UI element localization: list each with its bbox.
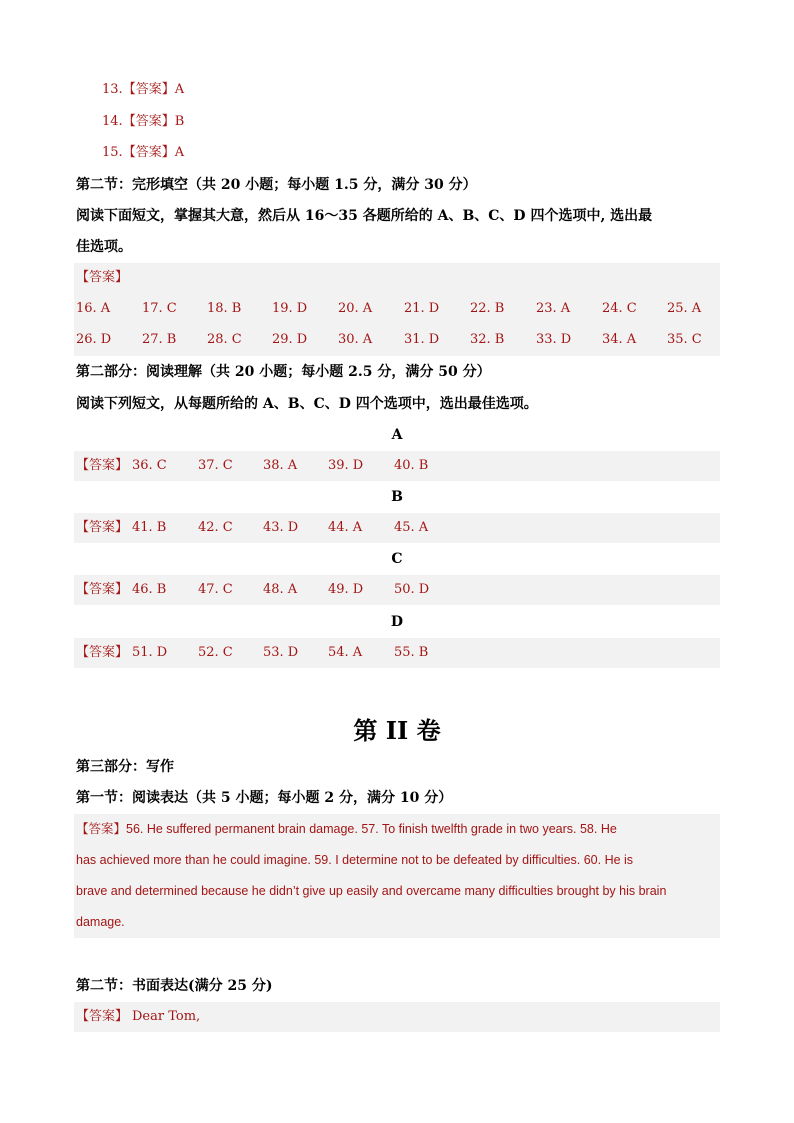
section2-instruction-line2: 佳选项。 — [76, 239, 132, 255]
answer-value: A — [174, 145, 185, 160]
answer-tag: 【答案】 — [76, 645, 129, 660]
reading-answer: 51. D — [132, 645, 168, 660]
cloze-answer-tag-row — [74, 263, 720, 293]
reading-answer: 48. A — [263, 582, 298, 597]
reading-answer: 38. A — [263, 458, 298, 473]
cloze-answer: 24. C — [602, 301, 637, 316]
reading-expression-line-1: 【答案】56. He suffered permanent brain damage. 57. To finish twelfth grade in two years. 58. He — [76, 822, 617, 836]
reading-answer: 46. B — [132, 582, 167, 597]
cloze-answer: 28. C — [207, 332, 242, 347]
reading-answer: 39. D — [328, 458, 364, 473]
reading-answer: 40. B — [394, 458, 429, 473]
reading-answer: 44. A — [328, 520, 363, 535]
cloze-answer: 26. D — [76, 332, 112, 347]
part3-section2-heading: 第二节：书面表达(满分 25 分) — [76, 978, 273, 994]
reading-answer: 53. D — [263, 645, 299, 660]
cloze-answer: 27. B — [142, 332, 177, 347]
answer-item-14 — [102, 112, 184, 132]
reading-answer: 37. C — [198, 458, 233, 473]
answer-tag: 【答案】 — [76, 582, 129, 597]
volume-ii-title: 第 II 卷 — [353, 716, 441, 745]
reading-answer-row — [74, 451, 720, 481]
cloze-answer: 19. D — [272, 301, 308, 316]
cloze-answer: 30. A — [338, 332, 373, 347]
answer-value: A — [174, 82, 185, 97]
passage-letter-b: B — [391, 489, 403, 505]
item-number: 14. — [102, 114, 123, 129]
reading-answer-box-d — [74, 638, 720, 668]
cloze-answer-box — [74, 263, 720, 356]
cloze-answer: 20. A — [338, 301, 373, 316]
reading-answer: 36. C — [132, 458, 167, 473]
reading-answer: 50. D — [394, 582, 430, 597]
reading-answer: 43. D — [263, 520, 299, 535]
answer-item-13 — [102, 80, 184, 100]
answer-tag: 【答案】 — [76, 520, 129, 535]
cloze-answer: 33. D — [536, 332, 572, 347]
cloze-answer: 31. D — [404, 332, 440, 347]
answer-tag: 【答案】 — [76, 1009, 129, 1024]
cloze-answer: 18. B — [207, 301, 242, 316]
cloze-answer: 23. A — [536, 301, 571, 316]
passage-letter-d: D — [390, 614, 404, 630]
letter-start-row — [74, 1002, 720, 1032]
reading-answer: 54. A — [328, 645, 363, 660]
reading-answer: 49. D — [328, 582, 364, 597]
reading-answer-row — [74, 575, 720, 605]
reading-expression-line-4: damage. — [76, 915, 125, 929]
cloze-answer: 21. D — [404, 301, 440, 316]
reading-answer-row — [74, 513, 720, 543]
reading-answer-box-c — [74, 575, 720, 605]
letter-salutation: Dear Tom, — [132, 1009, 201, 1024]
section2-heading: 第二节：完形填空（共 20 小题；每小题 1.5 分，满分 30 分） — [76, 177, 477, 193]
cloze-answer: 29. D — [272, 332, 308, 347]
reading-answer-box-b — [74, 513, 720, 543]
part2-heading: 第二部分：阅读理解（共 20 小题；每小题 2.5 分，满分 50 分） — [76, 364, 491, 380]
written-expression-answer-box — [74, 1002, 720, 1032]
reading-answer-row — [74, 638, 720, 668]
reading-answer: 41. B — [132, 520, 167, 535]
cloze-answer: 16. A — [76, 301, 111, 316]
reading-answer: 52. C — [198, 645, 233, 660]
reading-expression-line-3: brave and determined because he didn’t give up easily and overcame many difficulties brought by his brain — [76, 884, 667, 898]
part3-section1-heading: 第一节：阅读表达（共 5 小题；每小题 2 分，满分 10 分） — [76, 790, 453, 806]
cloze-answer: 25. A — [667, 301, 702, 316]
part3-heading: 第三部分：写作 — [76, 759, 174, 775]
item-number: 15. — [102, 145, 123, 160]
answer-item-15 — [102, 143, 184, 163]
cloze-answer: 22. B — [470, 301, 505, 316]
answer-tag: 【答案】 — [122, 114, 175, 129]
cloze-answer: 35. C — [667, 332, 702, 347]
reading-answer: 42. C — [198, 520, 233, 535]
answer-tag: 【答案】 — [76, 458, 129, 473]
answer-tag: 【答案】 — [122, 82, 175, 97]
cloze-answer: 34. A — [602, 332, 637, 347]
reading-expression-line-2: has achieved more than he could imagine. 59. I determine not to be defeated by difficulties. 60. He is — [76, 853, 634, 867]
answer-tag: 【答案】 — [122, 145, 175, 160]
passage-letter-c: C — [391, 551, 403, 567]
section2-instruction-line1: 阅读下面短文，掌握其大意，然后从 16～35 各题所给的 A、B、C、D 四个选项中, 选出最 — [76, 208, 653, 224]
cloze-answer: 32. B — [470, 332, 505, 347]
answer-value: B — [174, 114, 185, 129]
part2-instruction: 阅读下列短文，从每题所给的 A、B、C、D 四个选项中，选出最佳选项。 — [76, 396, 538, 412]
cloze-answer: 17. C — [142, 301, 177, 316]
reading-answer: 45. A — [394, 520, 429, 535]
answer-tag: 【答案】 — [76, 270, 129, 285]
item-number: 13. — [102, 82, 123, 97]
reading-answer-box-a — [74, 451, 720, 481]
cloze-answer-row-1 — [74, 294, 720, 324]
reading-answer: 55. B — [394, 645, 429, 660]
passage-letter-a: A — [391, 427, 403, 443]
cloze-answer-row-2 — [74, 325, 720, 355]
reading-answer: 47. C — [198, 582, 233, 597]
reading-expression-answer-box — [74, 814, 720, 938]
